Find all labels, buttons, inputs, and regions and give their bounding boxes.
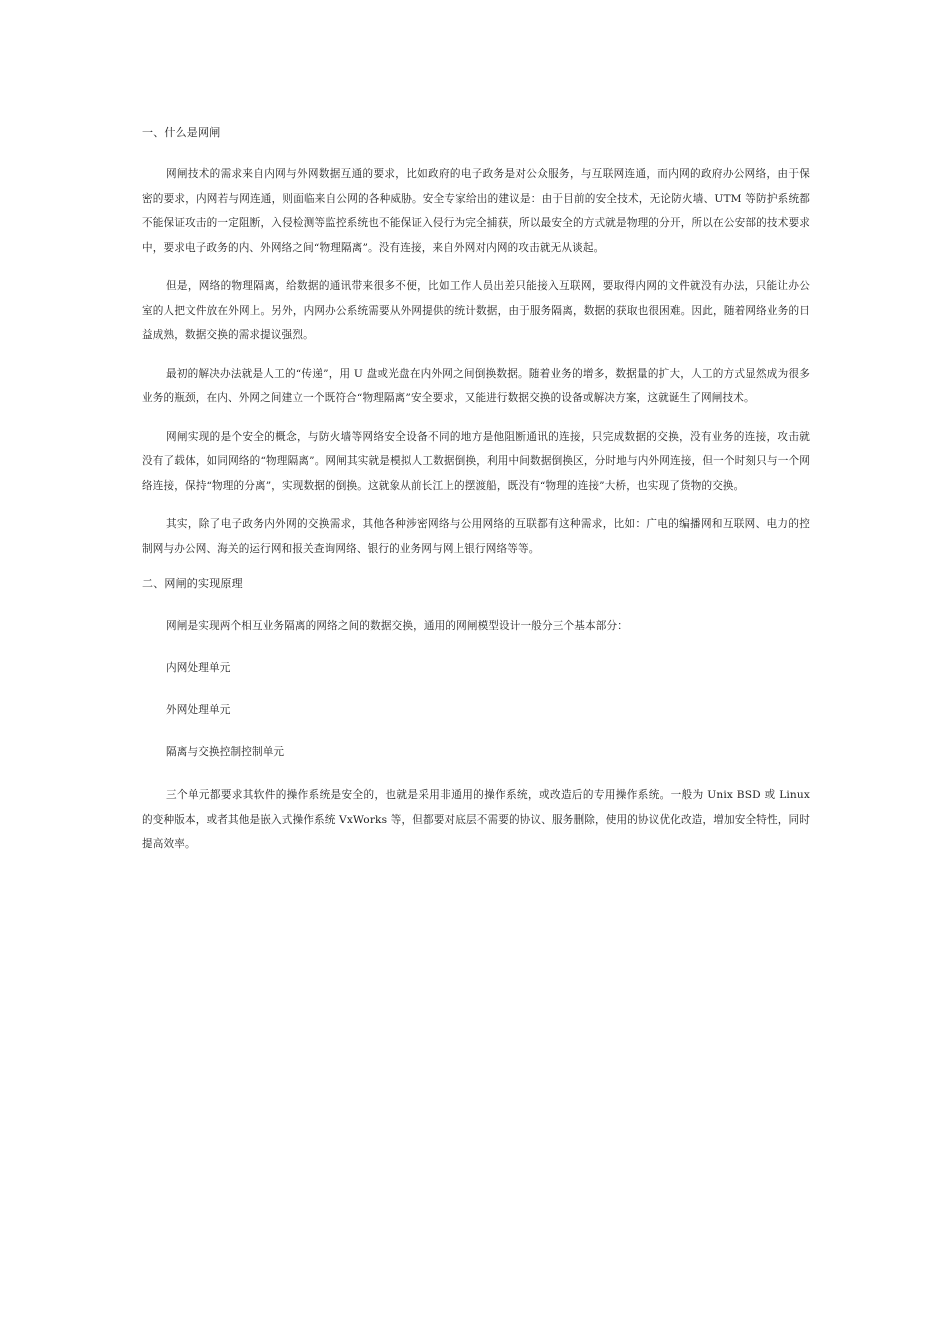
section-1-paragraph-4: 网闸实现的是个安全的概念，与防火墙等网络安全设备不同的地方是他阻断通讯的连接，只完成数据的交换，没有业务的连接，攻击就没有了载体，如同网络的“物理隔离”。网闸其实就是模拟人工数据倒换，利用中间数据倒换区，分时地与内外网连接，但一个时刻只与一个网络连接，保持“物理的分离”，实现数据的倒换。这就象从前长江上的摆渡船，既没有“物理的连接”大桥，也实现了货物的交换。: [142, 430, 810, 492]
section-1-paragraph-2: 但是，网络的物理隔离，给数据的通讯带来很多不便，比如工作人员出差只能接入互联网，要取得内网的文件就没有办法，只能让办公室的人把文件放在外网上。另外，内网办公系统需要从外网提供的统计数据，由于服务隔离，数据的获取也很困难。因此，随着网络业务的日益成熟，数据交换的需求提议强烈。: [142, 280, 810, 341]
unit-item-outer: 外网处理单元: [166, 704, 231, 716]
section-1-paragraph-5: 其实，除了电子政务内外网的交换需求，其他各种涉密网络与公用网络的互联都有这种需求，比如：广电的编播网和互联网、电力的控制网与办公网、海关的运行网和报关查询网络、银行的业务网与网上银行网络等等。: [142, 518, 810, 555]
document-body: [142, 124, 810, 871]
unit-item-isolation: 隔离与交换控制控制单元: [166, 746, 285, 758]
unit-item-inner: 内网处理单元: [166, 662, 231, 674]
section-2-heading: 二、网闸的实现原理: [142, 577, 243, 590]
section-2-closing: 三个单元都要求其软件的操作系统是安全的，也就是采用非通用的操作系统，或改造后的专用操作系统。一般为 Unix BSD 或 Linux 的变种版本，或者其他是嵌入式操作系统 VxWorks 等，但都要对底层不需要的协议、服务删除，使用的协议优化改造，增加安全特性，同时提高效率。: [142, 789, 810, 850]
section-1-heading: 一、什么是网闸: [142, 126, 221, 139]
section-2-intro: 网闸是实现两个相互业务隔离的网络之间的数据交换，通用的网闸模型设计一般分三个基本部分：: [166, 620, 628, 632]
section-1-paragraph-3: 最初的解决办法就是人工的“传递”，用 U 盘或光盘在内外网之间倒换数据。随着业务的增多，数据量的扩大，人工的方式显然成为很多业务的瓶颈，在内、外网之间建立一个既符合“物理隔离”安全要求，又能进行数据交换的设备或解决方案，这就诞生了网闸技术。: [142, 367, 810, 404]
section-1-paragraph-1: 网闸技术的需求来自内网与外网数据互通的要求，比如政府的电子政务是对公众服务，与互联网连通，而内网的政府办公网络，由于保密的要求，内网若与网连通，则面临来自公网的各种威胁。安全专家给出的建议是：由于目前的安全技术，无论防火墙、UTM 等防护系统都不能保证攻击的一定阻断，入侵检测等监控系统也不能保证入侵行为完全捕获，所以最安全的方式就是物理的分开，所以在公安部的技术要求中，要求电子政务的内、外网络之间“物理隔离”。没有连接，来自外网对内网的攻击就无从谈起。: [142, 168, 810, 254]
